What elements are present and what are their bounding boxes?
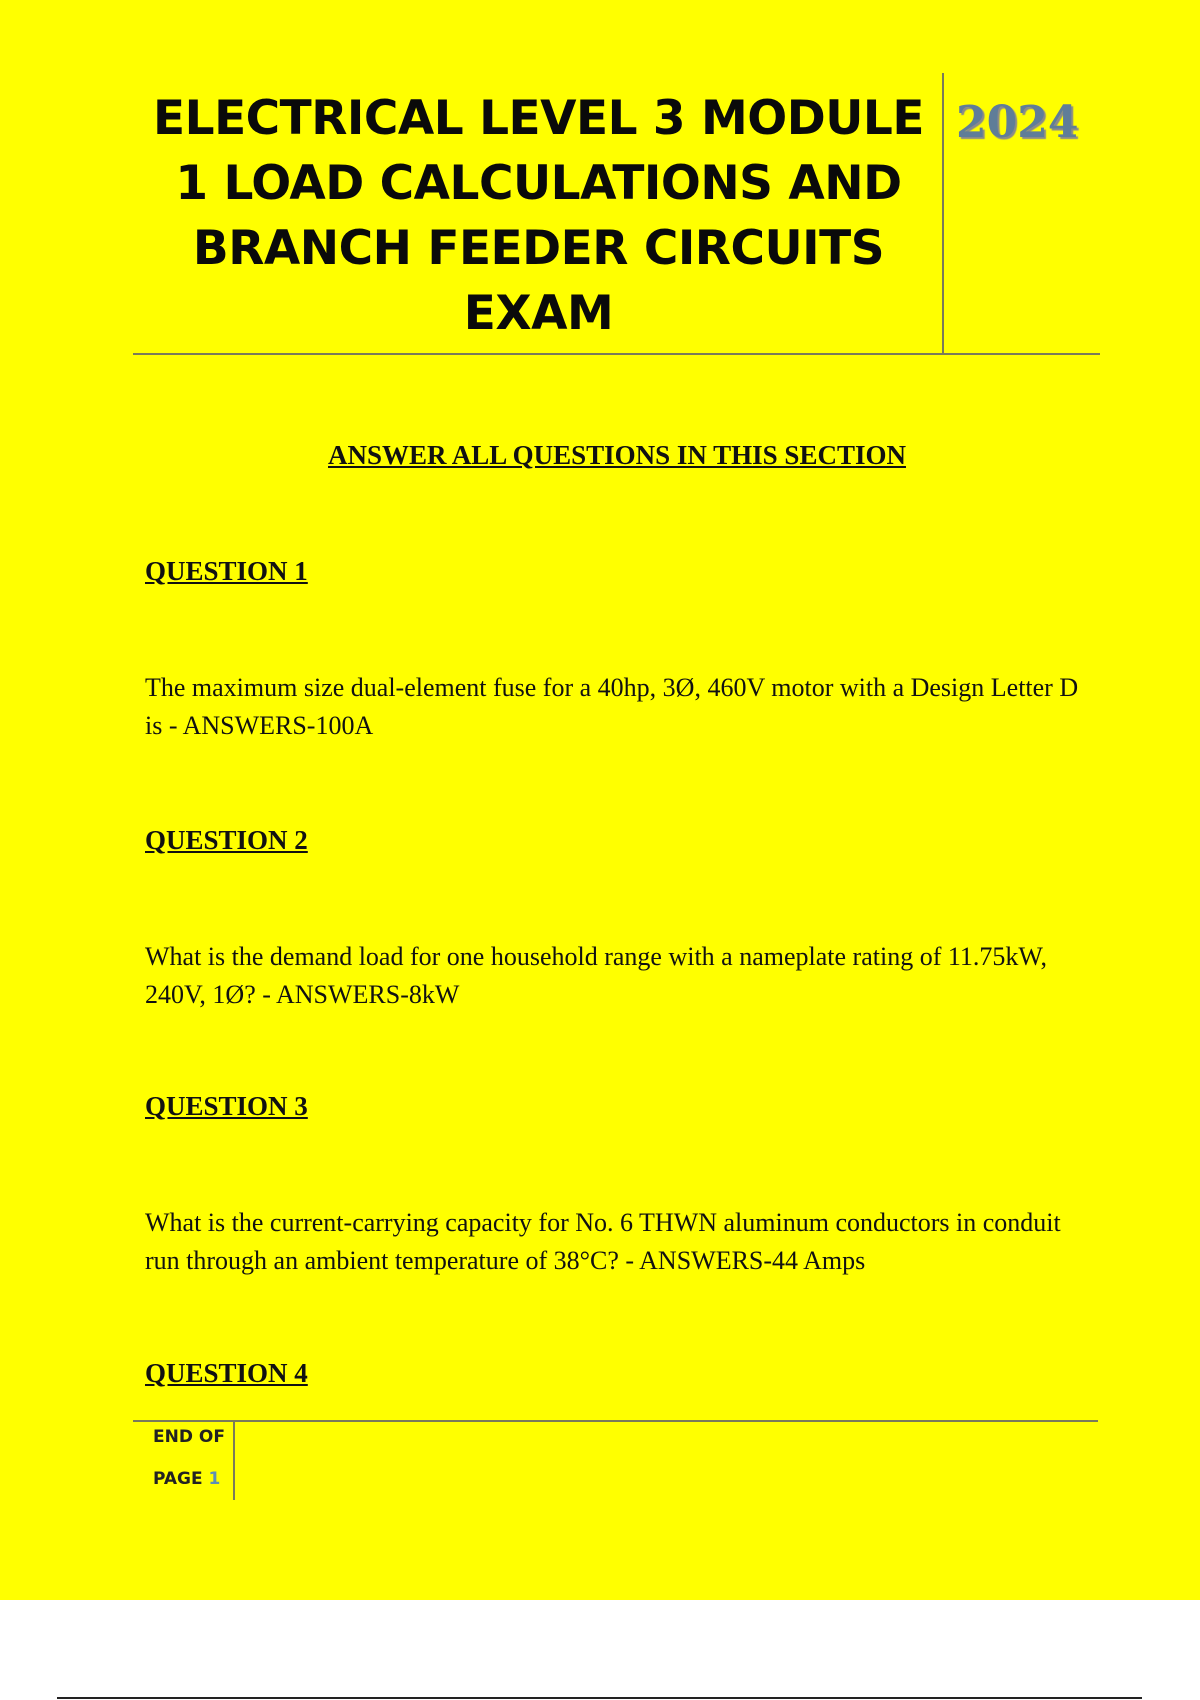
footer-page-number: 1 — [208, 1469, 221, 1489]
question-1-heading: QUESTION 1 — [145, 556, 308, 586]
question-4-heading: QUESTION 4 — [145, 1358, 308, 1388]
footer-end-of-label: END OF — [153, 1427, 225, 1447]
question-1-text: The maximum size dual-element fuse for a 40hp, 3Ø, 460V motor with a Design Letter D is - ANSWERS-100A — [145, 673, 1079, 740]
bottom-rule — [57, 1697, 1142, 1699]
footer-divider-horizontal — [133, 1420, 1098, 1422]
footer-page-text: PAGE — [153, 1469, 203, 1489]
section-instructions: ANSWER ALL QUESTIONS IN THIS SECTION — [328, 440, 906, 470]
question-2-text: What is the demand load for one household range with a nameplate rating of 11.75kW, 240V, 1Ø? - ANSWERS-8kW — [145, 942, 1048, 1009]
document-title: ELECTRICAL LEVEL 3 MODULE 1 LOAD CALCULATIONS AND BRANCH FEEDER CIRCUITS EXAM — [153, 91, 924, 341]
question-2-heading: QUESTION 2 — [145, 825, 308, 855]
year-label: 2024 — [956, 97, 1079, 148]
footer-divider-vertical — [233, 1422, 235, 1500]
question-3-heading: QUESTION 3 — [145, 1091, 308, 1121]
header-divider-vertical — [942, 73, 944, 355]
question-3-text: What is the current-carrying capacity for No. 6 THWN aluminum conductors in conduit run through an ambient temperature of 38°C? - ANSWERS-44 Amps — [145, 1208, 1061, 1275]
header-divider-horizontal — [133, 353, 1100, 355]
footer-page-label — [153, 1469, 220, 1489]
